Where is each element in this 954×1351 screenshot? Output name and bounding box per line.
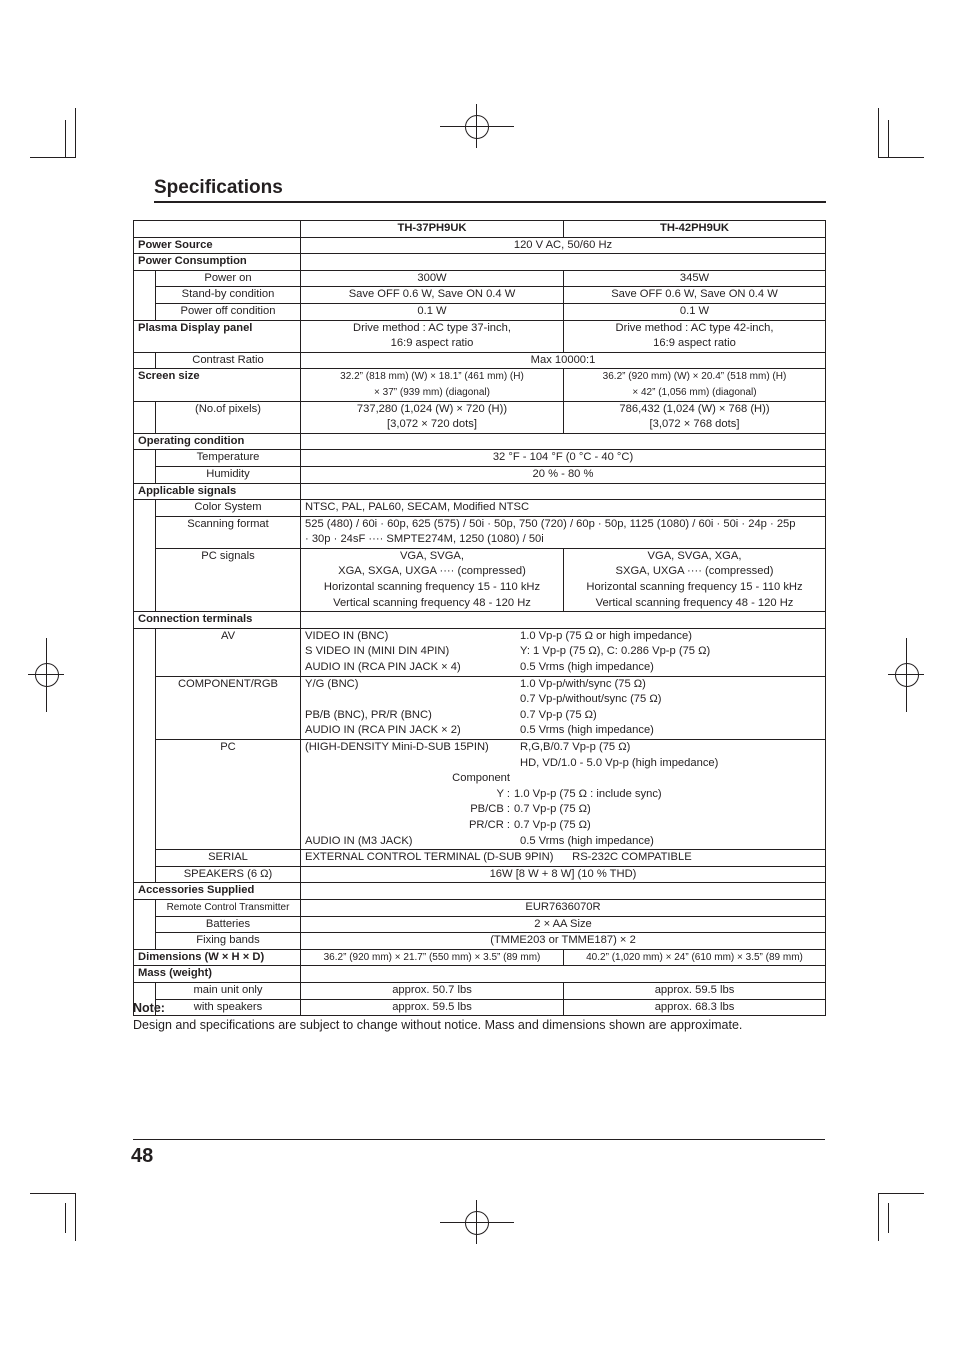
line: 737,280 (1,024 (W) × 720 (H)) bbox=[356, 402, 508, 415]
value-a bbox=[301, 320, 564, 352]
row-label: (No.of pixels) bbox=[156, 401, 301, 433]
power-source-label: Power Source bbox=[134, 237, 301, 254]
row-label: Humidity bbox=[156, 466, 301, 483]
val: 0.7 Vp-p/without/sync (75 Ω) bbox=[520, 693, 662, 706]
line: VGA, SVGA, bbox=[399, 549, 465, 562]
value-b: 0.1 W bbox=[564, 303, 826, 320]
value bbox=[301, 516, 826, 548]
val: 1.0 Vp-p (75 Ω or high impedance) bbox=[520, 629, 692, 642]
row-label: Power on bbox=[156, 270, 301, 287]
val: 1.0 Vp-p/with/sync (75 Ω) bbox=[520, 677, 646, 690]
power-consumption-label: Power Consumption bbox=[134, 254, 301, 271]
registration-line bbox=[476, 1200, 477, 1244]
row-label: Fixing bands bbox=[156, 933, 301, 950]
line bbox=[305, 629, 821, 645]
line: Horizontal scanning frequency 15 - 110 kHz bbox=[323, 581, 541, 594]
value-a bbox=[301, 401, 564, 433]
registration-line bbox=[440, 1222, 514, 1223]
table-row bbox=[134, 933, 826, 950]
registration-line bbox=[46, 638, 47, 712]
line: 16:9 aspect ratio bbox=[653, 337, 736, 350]
line bbox=[305, 660, 821, 676]
value-b: 345W bbox=[564, 270, 826, 287]
model-a-header: TH-37PH9UK bbox=[301, 221, 564, 238]
val: 0.5 Vrms (high impedance) bbox=[520, 724, 654, 737]
registration-mark-icon bbox=[35, 663, 59, 687]
value-b: Save OFF 0.6 W, Save ON 0.4 W bbox=[564, 287, 826, 304]
plasma-label: Plasma Display panel bbox=[134, 320, 301, 352]
row-label: Stand-by condition bbox=[156, 287, 301, 304]
row-label: PC bbox=[156, 740, 301, 850]
line: 786,432 (1,024 (W) × 768 (H)) bbox=[619, 402, 770, 415]
key: AUDIO IN (RCA PIN JACK × 4) bbox=[305, 661, 461, 674]
table-row bbox=[134, 483, 826, 500]
dimensions-label: Dimensions (W × H × D) bbox=[134, 949, 301, 966]
row-label: Power off condition bbox=[156, 303, 301, 320]
registration-mark-icon bbox=[465, 1211, 489, 1235]
row-label: PC signals bbox=[156, 548, 301, 611]
line: XGA, SXGA, UXGA ···· (compressed) bbox=[338, 565, 526, 578]
line bbox=[305, 708, 821, 724]
line: × 42” (1,056 mm) (diagonal) bbox=[632, 386, 757, 398]
value bbox=[301, 850, 826, 867]
val: Y: 1 Vp-p (75 Ω), C: 0.286 Vp-p (75 Ω) bbox=[520, 645, 711, 658]
table-row bbox=[134, 548, 826, 611]
line bbox=[305, 756, 821, 772]
value bbox=[301, 676, 826, 739]
specifications-table bbox=[133, 220, 826, 1016]
value-a: Save OFF 0.6 W, Save ON 0.4 W bbox=[301, 287, 564, 304]
value-a: 300W bbox=[301, 270, 564, 287]
line: 32.2” (818 mm) (W) × 18.1” (461 mm) (H) bbox=[340, 371, 524, 383]
value-b bbox=[564, 320, 826, 352]
table-row bbox=[134, 433, 826, 450]
key: AUDIO IN (M3 JACK) bbox=[305, 834, 413, 847]
registration-line bbox=[906, 638, 907, 712]
crop-mark bbox=[30, 1193, 76, 1194]
val: 0.7 Vp-p (75 Ω) bbox=[514, 803, 591, 816]
key: Y/G (BNC) bbox=[305, 677, 359, 690]
crop-mark bbox=[65, 120, 66, 158]
table-row bbox=[134, 966, 826, 983]
key: PB/B (BNC), PR/R (BNC) bbox=[305, 708, 432, 721]
crop-mark bbox=[888, 1203, 889, 1233]
table-row bbox=[134, 866, 826, 883]
table-row bbox=[134, 516, 826, 548]
value-b: approx. 68.3 lbs bbox=[564, 999, 826, 1016]
value: EUR7636070R bbox=[301, 899, 826, 916]
line bbox=[305, 677, 821, 693]
val: 0.7 Vp-p (75 Ω) bbox=[514, 818, 591, 831]
crop-mark bbox=[65, 1203, 66, 1233]
line: Horizontal scanning frequency 15 - 110 kHz bbox=[586, 581, 803, 594]
row-label: Remote Control Transmitter bbox=[156, 899, 301, 916]
table-row bbox=[134, 612, 826, 629]
registration-mark-icon bbox=[465, 115, 489, 139]
value: (TMME203 or TMME187) × 2 bbox=[301, 933, 826, 950]
row-label: with speakers bbox=[156, 999, 301, 1016]
crop-mark bbox=[75, 108, 76, 158]
row-label: main unit only bbox=[156, 982, 301, 999]
key bbox=[305, 756, 520, 772]
header-blank bbox=[134, 221, 301, 238]
val: 1.0 Vp-p (75 Ω : include sync) bbox=[514, 787, 662, 800]
page-number: 48 bbox=[131, 1145, 154, 1167]
val: HD, VD/1.0 - 5.0 Vp-p (high impedance) bbox=[520, 756, 719, 769]
value bbox=[301, 740, 826, 850]
line: Drive method : AC type 42-inch, bbox=[615, 321, 774, 334]
value-a: approx. 50.7 lbs bbox=[301, 982, 564, 999]
table-row bbox=[134, 916, 826, 933]
table-row bbox=[134, 369, 826, 401]
line: × 37” (939 mm) (diagonal) bbox=[374, 386, 490, 398]
key: (HIGH-DENSITY Mini-D-SUB 15PIN) bbox=[305, 741, 489, 753]
row-label: Contrast Ratio bbox=[156, 352, 301, 369]
row-label: COMPONENT/RGB bbox=[156, 676, 301, 739]
page-title: Specifications bbox=[154, 177, 283, 198]
table-row bbox=[134, 899, 826, 916]
key bbox=[305, 692, 520, 708]
value-a bbox=[301, 369, 564, 401]
value: Max 10000:1 bbox=[301, 352, 826, 369]
value: 20 % - 80 % bbox=[301, 466, 826, 483]
row-label: Temperature bbox=[156, 450, 301, 467]
line bbox=[305, 723, 821, 739]
signals-label: Applicable signals bbox=[134, 483, 301, 500]
table-row bbox=[134, 352, 826, 369]
table-row bbox=[134, 949, 826, 966]
value-b bbox=[564, 401, 826, 433]
line bbox=[305, 740, 821, 756]
value: 16W [8 W + 8 W] (10 % THD) bbox=[301, 866, 826, 883]
table-row bbox=[134, 450, 826, 467]
line: 525 (480) / 60i · 60p, 625 (575) / 50i · 50p, 750 (720) / 60p · 50p, 1125 (1080) / 60i · 50i · 24p · 25p bbox=[305, 517, 796, 530]
line: [3,072 × 768 dots] bbox=[649, 418, 740, 431]
table-row bbox=[134, 883, 826, 900]
crop-mark bbox=[30, 157, 76, 158]
val: 0.5 Vrms (high impedance) bbox=[520, 834, 654, 847]
value-b bbox=[564, 548, 826, 611]
table-row bbox=[134, 270, 826, 287]
crop-mark bbox=[888, 120, 889, 158]
table-row bbox=[134, 740, 826, 850]
key: Component bbox=[452, 772, 510, 785]
val: RS-232C COMPATIBLE bbox=[572, 851, 692, 864]
line: [3,072 × 720 dots] bbox=[387, 418, 477, 431]
crop-mark bbox=[878, 1193, 924, 1194]
crop-mark bbox=[75, 1193, 76, 1241]
line bbox=[305, 771, 821, 787]
line bbox=[305, 787, 821, 803]
line bbox=[305, 644, 821, 660]
registration-line bbox=[476, 104, 477, 148]
row-label: Color System bbox=[156, 500, 301, 517]
key: PB/CB : bbox=[470, 803, 510, 816]
line: · 30p · 24sF ···· SMPTE274M, 1250 (1080) / 50i bbox=[305, 533, 544, 546]
table-row bbox=[134, 254, 826, 271]
table-row bbox=[134, 221, 826, 238]
crop-mark bbox=[878, 157, 924, 158]
value-b: 40.2” (1,020 mm) × 24” (610 mm) × 3.5” (89 mm) bbox=[564, 949, 826, 966]
table-row bbox=[134, 500, 826, 517]
crop-mark bbox=[878, 108, 879, 158]
mass-label: Mass (weight) bbox=[134, 966, 301, 983]
key: VIDEO IN (BNC) bbox=[305, 629, 389, 642]
val: 0.7 Vp-p (75 Ω) bbox=[520, 708, 597, 721]
table-row bbox=[134, 982, 826, 999]
title-rule bbox=[154, 201, 826, 203]
value-a bbox=[301, 548, 564, 611]
row-label: AV bbox=[156, 628, 301, 676]
value-a: 36.2” (920 mm) × 21.7” (550 mm) × 3.5” (89 mm) bbox=[301, 949, 564, 966]
row-label: Scanning format bbox=[156, 516, 301, 548]
row-label: SPEAKERS (6 Ω) bbox=[156, 866, 301, 883]
key: S VIDEO IN (MINI DIN 4PIN) bbox=[305, 645, 450, 658]
line: 16:9 aspect ratio bbox=[390, 337, 474, 350]
key: AUDIO IN (RCA PIN JACK × 2) bbox=[305, 724, 461, 737]
table-row bbox=[134, 287, 826, 304]
value bbox=[301, 628, 826, 676]
line bbox=[305, 818, 821, 834]
value: NTSC, PAL, PAL60, SECAM, Modified NTSC bbox=[301, 500, 826, 517]
table-row bbox=[134, 676, 826, 739]
row-label: Batteries bbox=[156, 916, 301, 933]
table-row bbox=[134, 237, 826, 254]
note-text: Design and specifications are subject to change without notice. Mass and dimensions shown are approximate. bbox=[133, 1018, 743, 1032]
key: Y : bbox=[496, 787, 510, 800]
table-row bbox=[134, 401, 826, 433]
value-a: approx. 59.5 lbs bbox=[301, 999, 564, 1016]
value-b: approx. 59.5 lbs bbox=[564, 982, 826, 999]
line: Vertical scanning frequency 48 - 120 Hz bbox=[595, 596, 794, 609]
screen-size-label: Screen size bbox=[134, 369, 301, 401]
line: VGA, SVGA, XGA, bbox=[647, 549, 742, 562]
line bbox=[305, 834, 821, 850]
val: 0.5 Vrms (high impedance) bbox=[520, 661, 654, 674]
table-row bbox=[134, 628, 826, 676]
power-source-value: 120 V AC, 50/60 Hz bbox=[301, 237, 826, 254]
connection-label: Connection terminals bbox=[134, 612, 301, 629]
note-heading: Note: bbox=[133, 1001, 165, 1015]
crop-mark bbox=[878, 1193, 879, 1241]
registration-line bbox=[440, 126, 514, 127]
table-row bbox=[134, 320, 826, 352]
value: 32 °F - 104 °F (0 °C - 40 °C) bbox=[301, 450, 826, 467]
line: 36.2” (920 mm) (W) × 20.4” (518 mm) (H) bbox=[602, 371, 787, 383]
table-row bbox=[134, 303, 826, 320]
key: EXTERNAL CONTROL TERMINAL (D-SUB 9PIN) bbox=[305, 851, 554, 864]
line bbox=[305, 802, 821, 818]
key: PR/CR : bbox=[468, 818, 510, 831]
line: SXGA, UXGA ···· (compressed) bbox=[615, 565, 774, 578]
operating-label: Operating condition bbox=[134, 433, 301, 450]
value-a: 0.1 W bbox=[301, 303, 564, 320]
row-label: SERIAL bbox=[156, 850, 301, 867]
accessories-label: Accessories Supplied bbox=[134, 883, 301, 900]
table-row bbox=[134, 466, 826, 483]
line: Vertical scanning frequency 48 - 120 Hz bbox=[333, 596, 531, 609]
val: R,G,B/0.7 Vp-p (75 Ω) bbox=[520, 741, 631, 753]
footer-rule bbox=[133, 1139, 825, 1140]
note bbox=[133, 1000, 742, 1034]
line: Drive method : AC type 37-inch, bbox=[353, 321, 511, 334]
table-row bbox=[134, 850, 826, 867]
value: 2 × AA Size bbox=[301, 916, 826, 933]
line bbox=[305, 692, 821, 708]
model-b-header: TH-42PH9UK bbox=[564, 221, 826, 238]
value-b bbox=[564, 369, 826, 401]
registration-mark-icon bbox=[895, 663, 919, 687]
